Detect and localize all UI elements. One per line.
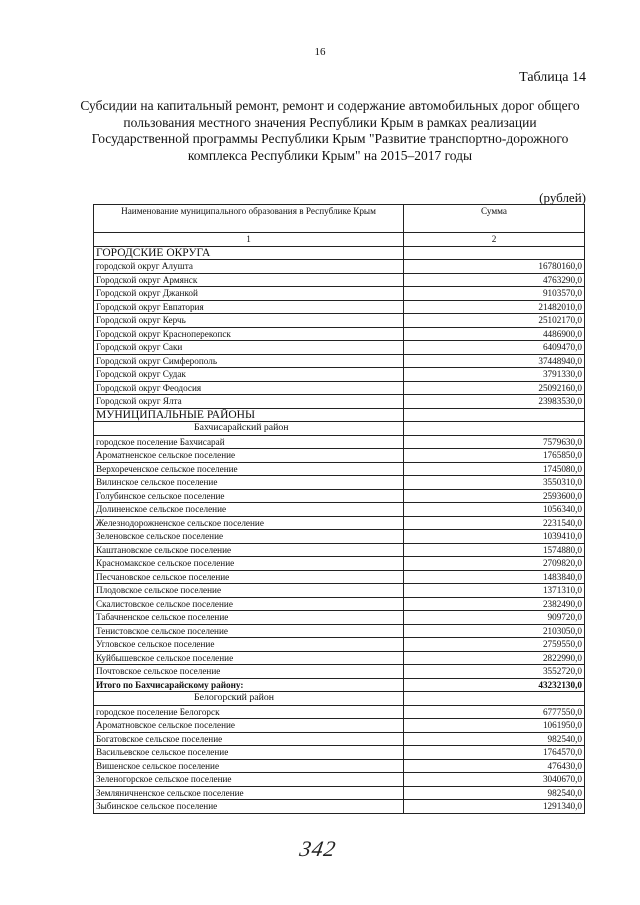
row-name: Зеленовское сельское поселение [94,530,404,544]
row-sum: 25102170,0 [404,314,585,328]
row-name: Городской округ Керчь [94,314,404,328]
row-name: Бахчисарайский район [94,422,404,436]
row-name: Земляничненское сельское поселение [94,786,404,800]
table-row [94,327,585,341]
table-row [94,273,585,287]
district-header-row [94,692,585,706]
row-sum [404,408,585,422]
row-name: Городской округ Феодосия [94,381,404,395]
section-row [94,408,585,422]
table-row [94,786,585,800]
row-sum: 9103570,0 [404,287,585,301]
row-name: Белогорский район [94,692,404,706]
document-title: Субсидии на капитальный ремонт, ремонт и содержание автомобильных дорог общего пользования местного значения Республики Крым в рамках реализации Государственной программы Республики Крым "Развитие транспортно-дорожного комплекса Республики Крым" на 2015–2017 годы [80,98,580,163]
row-name: Угловское сельское поселение [94,638,404,652]
table-row [94,260,585,274]
row-name: Почтовское сельское поселение [94,665,404,679]
row-sum: 2593600,0 [404,489,585,503]
row-name: Городской округ Джанкой [94,287,404,301]
row-sum: 2103050,0 [404,624,585,638]
table-row [94,516,585,530]
row-name: МУНИЦИПАЛЬНЫЕ РАЙОНЫ [94,408,404,422]
row-sum: 6777550,0 [404,705,585,719]
table-row [94,314,585,328]
row-sum: 7579630,0 [404,435,585,449]
total-row [94,678,585,692]
subsidy-table [93,204,585,814]
row-sum: 3550310,0 [404,476,585,490]
table-row [94,746,585,760]
row-name: Табачненское сельское поселение [94,611,404,625]
table-row [94,543,585,557]
table-row [94,489,585,503]
row-name: Городской округ Саки [94,341,404,355]
table-row [94,462,585,476]
row-sum: 1371310,0 [404,584,585,598]
row-name: Тенистовское сельское поселение [94,624,404,638]
row-name: Вилинское сельское поселение [94,476,404,490]
row-sum: 1039410,0 [404,530,585,544]
row-sum: 43232130,0 [404,678,585,692]
row-sum: 1061950,0 [404,719,585,733]
row-name: Ароматненское сельское поселение [94,449,404,463]
row-name: Зеленогорское сельское поселение [94,773,404,787]
row-sum: 16780160,0 [404,260,585,274]
column-number-2: 2 [404,233,585,247]
table-row [94,732,585,746]
table-row [94,638,585,652]
row-sum: 4763290,0 [404,273,585,287]
row-sum: 2382490,0 [404,597,585,611]
row-sum: 1574880,0 [404,543,585,557]
table-row [94,435,585,449]
row-name: Зыбинское сельское поселение [94,800,404,814]
row-name: Каштановское сельское поселение [94,543,404,557]
row-sum [404,422,585,436]
row-sum: 2709820,0 [404,557,585,571]
table-row [94,624,585,638]
row-name: Ароматновское сельское поселение [94,719,404,733]
row-name: Итого по Бахчисарайскому району: [94,678,404,692]
units-label: (рублей) [539,190,586,205]
column-number-1: 1 [94,233,404,247]
table-row [94,584,585,598]
row-sum: 37448940,0 [404,354,585,368]
row-sum [404,692,585,706]
row-sum: 25092160,0 [404,381,585,395]
row-sum: 1745080,0 [404,462,585,476]
row-sum: 1764570,0 [404,746,585,760]
row-name: городской округ Алушта [94,260,404,274]
row-name: Скалистовское сельское поселение [94,597,404,611]
row-name: Городской округ Судак [94,368,404,382]
row-name: Городской округ Евпатория [94,300,404,314]
row-sum: 1483840,0 [404,570,585,584]
table-row [94,651,585,665]
row-sum: 2759550,0 [404,638,585,652]
row-name: Железнодорожненское сельское поселение [94,516,404,530]
row-name: Городской округ Армянск [94,273,404,287]
district-header-row [94,422,585,436]
table-row [94,300,585,314]
row-name: Долиненское сельское поселение [94,503,404,517]
table-row [94,381,585,395]
row-sum: 3552720,0 [404,665,585,679]
row-name: городское поселение Белогорск [94,705,404,719]
column-number-row [94,233,585,247]
handwritten-page-mark: 342 [297,836,339,861]
table-row [94,449,585,463]
table-row [94,759,585,773]
row-name: Куйбышевское сельское поселение [94,651,404,665]
row-sum: 3791330,0 [404,368,585,382]
row-name: Верхореченское сельское поселение [94,462,404,476]
table-header-row [94,205,585,233]
row-name: Плодовское сельское поселение [94,584,404,598]
column-header-sum: Сумма [404,205,585,233]
column-header-name: Наименование муниципального образования в Республике Крым [94,205,404,233]
row-name: Городской округ Симферополь [94,354,404,368]
row-sum: 3040670,0 [404,773,585,787]
row-sum: 909720,0 [404,611,585,625]
table-row [94,719,585,733]
table-row [94,611,585,625]
row-sum: 4486900,0 [404,327,585,341]
row-sum: 6409470,0 [404,341,585,355]
table-row [94,773,585,787]
table-row [94,503,585,517]
table-row [94,354,585,368]
section-row [94,246,585,260]
table-row [94,800,585,814]
table-row [94,597,585,611]
table-row [94,665,585,679]
row-sum: 21482010,0 [404,300,585,314]
row-name: городское поселение Бахчисарай [94,435,404,449]
row-sum: 1765850,0 [404,449,585,463]
row-name: Красномакское сельское поселение [94,557,404,571]
row-name: Васильевское сельское поселение [94,746,404,760]
row-name: Голубинское сельское поселение [94,489,404,503]
row-sum [404,246,585,260]
table-row [94,530,585,544]
row-sum: 1056340,0 [404,503,585,517]
row-name: Городской округ Ялта [94,395,404,409]
table-row [94,341,585,355]
row-name: Песчановское сельское поселение [94,570,404,584]
row-sum: 2822990,0 [404,651,585,665]
table-row [94,395,585,409]
table-row [94,570,585,584]
table-row [94,705,585,719]
row-sum: 982540,0 [404,732,585,746]
page-number: 16 [314,46,326,58]
row-name: Богатовское сельское поселение [94,732,404,746]
row-sum: 476430,0 [404,759,585,773]
row-sum: 2231540,0 [404,516,585,530]
table-row [94,368,585,382]
row-sum: 982540,0 [404,786,585,800]
table-row [94,557,585,571]
row-name: ГОРОДСКИЕ ОКРУГА [94,246,404,260]
row-sum: 1291340,0 [404,800,585,814]
row-name: Городской округ Красноперекопск [94,327,404,341]
table-label: Таблица 14 [519,70,586,85]
table-row [94,476,585,490]
table-row [94,287,585,301]
row-sum: 23983530,0 [404,395,585,409]
row-name: Вишенское сельское поселение [94,759,404,773]
